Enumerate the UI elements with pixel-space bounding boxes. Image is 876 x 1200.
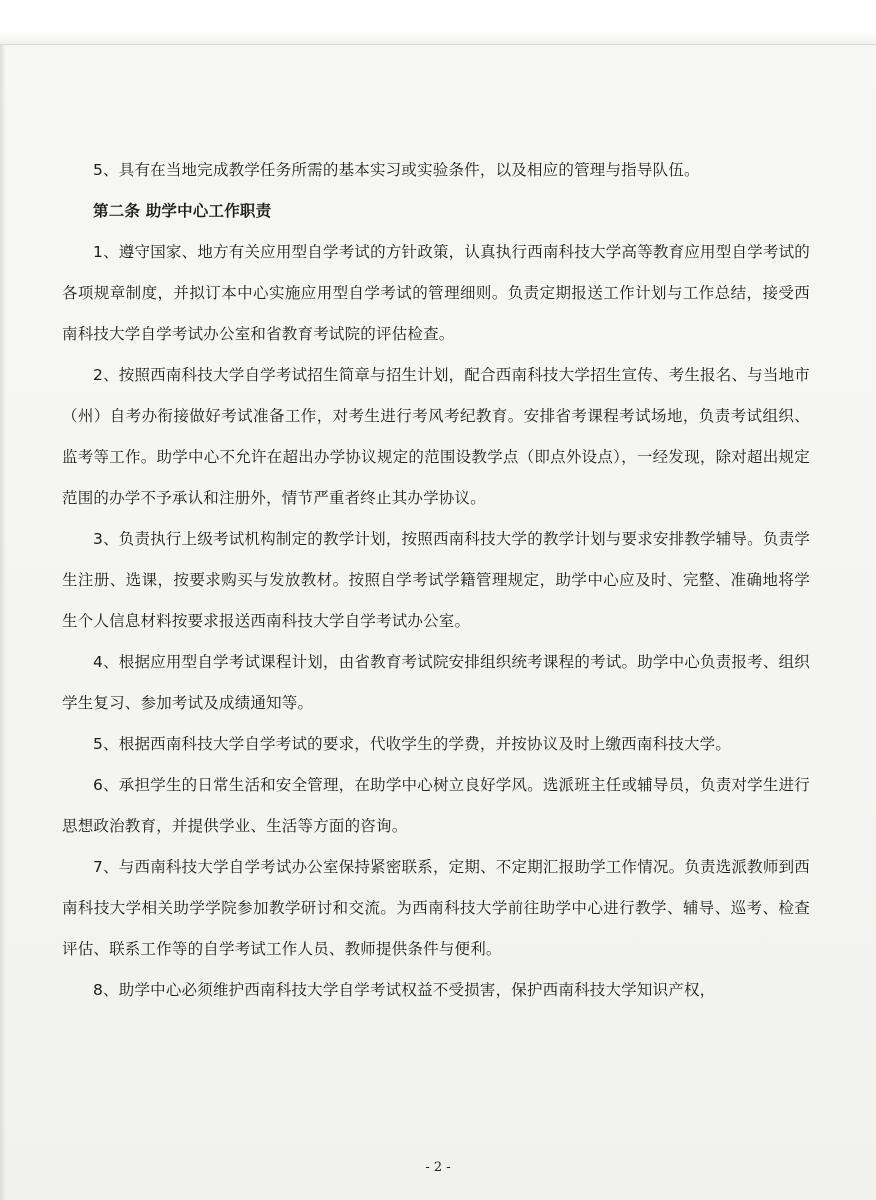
scan-left-shadow xyxy=(0,44,6,1200)
paragraph: 7、与西南科技大学自学考试办公室保持紧密联系，定期、不定期汇报助学工作情况。负责选派教师到西南科技大学相关助学学院参加教学研讨和交流。为西南科技大学前往助学中心进行教学、辅导、巡考、检查评估、联系工作等的自学考试工作人员、教师提供条件与便利。 xyxy=(62,858,810,958)
page-number: - 2 - xyxy=(425,1160,451,1175)
paragraph: 6、承担学生的日常生活和安全管理，在助学中心树立良好学风。选派班主任或辅导员，负责对学生进行思想政治教育，并提供学业、生活等方面的咨询。 xyxy=(62,776,810,835)
scan-top-edge xyxy=(0,0,876,45)
paragraph: 2、按照西南科技大学自学考试招生简章与招生计划，配合西南科技大学招生宣传、考生报名、与当地市（州）自考办衔接做好考试准备工作，对考生进行考风考纪教育。安排省考课程考试场地，负责考试组织、监考等工作。助学中心不允许在超出办学协议规定的范围设教学点（即点外设点），一经发现，除对超出规定范围的办学不予承认和注册外，情节严重者终止其办学协议。 xyxy=(62,366,810,507)
section-heading: 第二条 助学中心工作职责 xyxy=(93,202,272,220)
paragraph: 3、负责执行上级考试机构制定的教学计划，按照西南科技大学的教学计划与要求安排教学辅导。负责学生注册、选课，按要求购买与发放教材。按照自学考试学籍管理规定，助学中心应及时、完整、准确地将学生个人信息材料按要求报送西南科技大学自学考试办公室。 xyxy=(62,530,810,630)
paragraph: 5、根据西南科技大学自学考试的要求，代收学生的学费，并按协议及时上缴西南科技大学。 xyxy=(93,735,732,753)
paragraph: 4、根据应用型自学考试课程计划，由省教育考试院安排组织统考课程的考试。助学中心负责报考、组织学生复习、参加考试及成绩通知等。 xyxy=(62,653,810,712)
document-body xyxy=(62,150,810,1011)
paragraph: 8、助学中心必须维护西南科技大学自学考试权益不受损害，保护西南科技大学知识产权， xyxy=(93,981,716,999)
paragraph: 5、具有在当地完成教学任务所需的基本实习或实验条件，以及相应的管理与指导队伍。 xyxy=(93,161,700,179)
paragraph: 1、遵守国家、地方有关应用型自学考试的方针政策，认真执行西南科技大学高等教育应用型自学考试的各项规章制度，并拟订本中心实施应用型自学考试的管理细则。负责定期报送工作计划与工作总结，接受西南科技大学自学考试办公室和省教育考试院的评估检查。 xyxy=(62,243,810,343)
